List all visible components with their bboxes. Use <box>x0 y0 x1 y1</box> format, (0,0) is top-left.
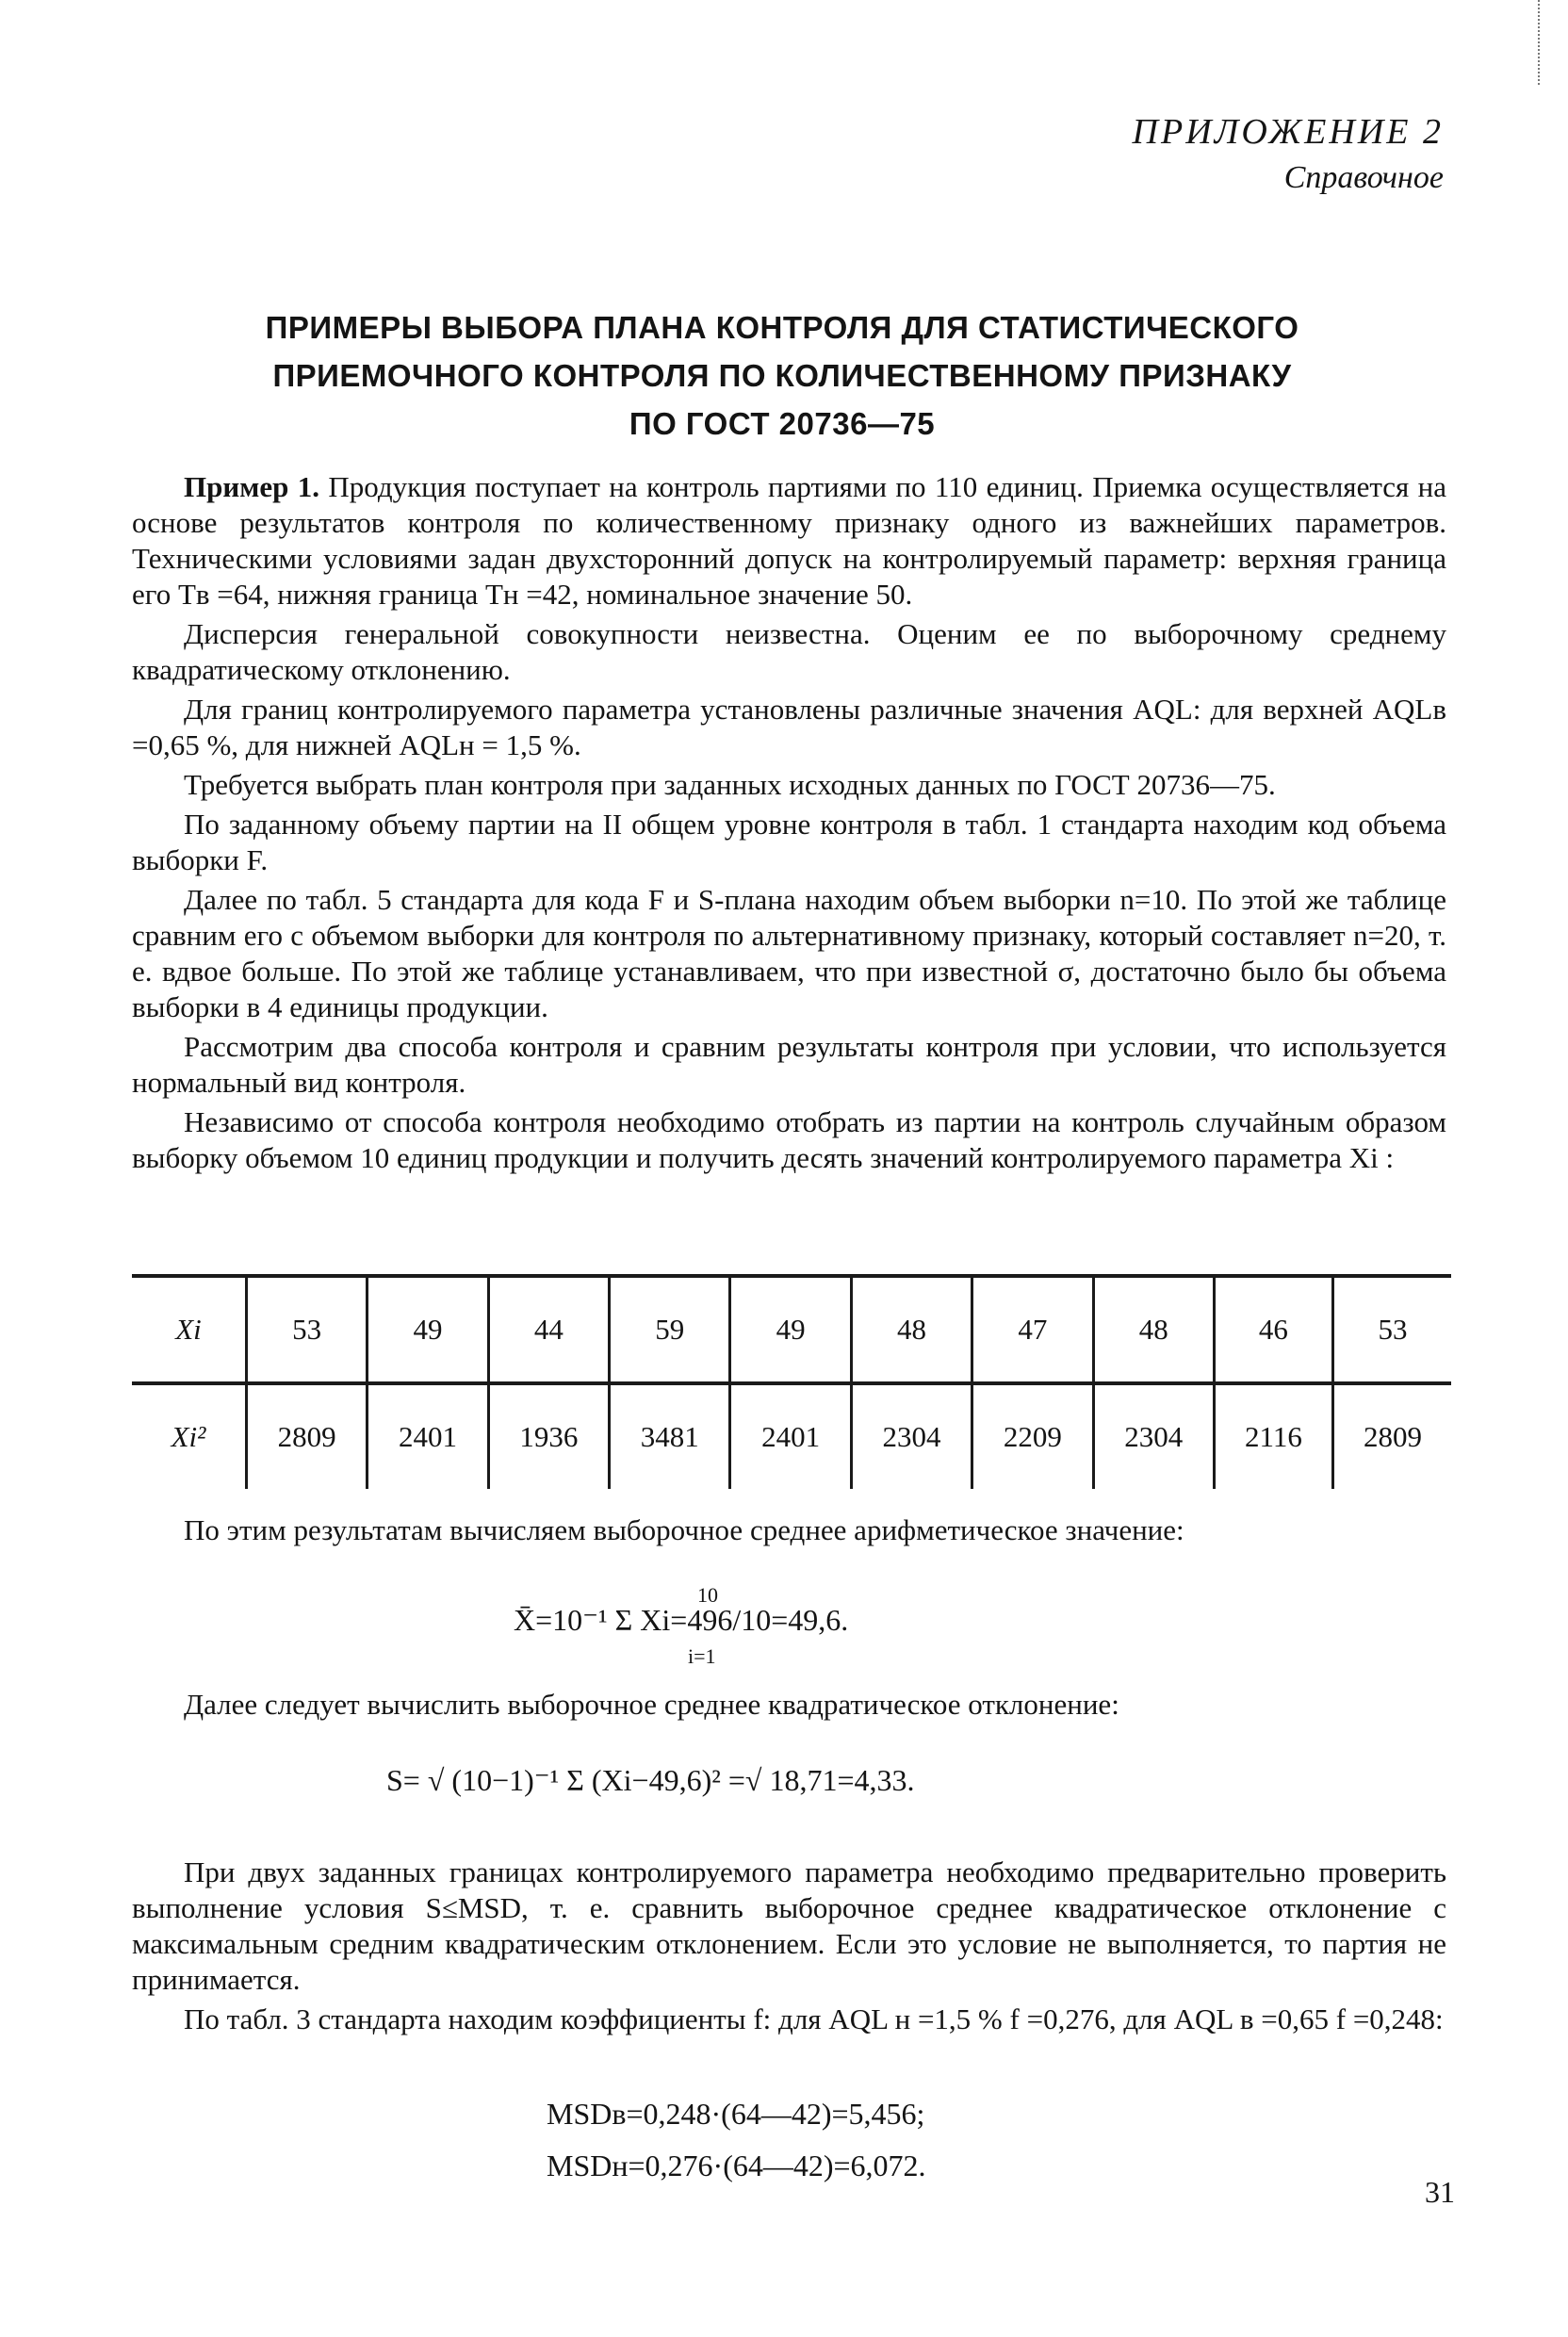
table-cell: 2304 <box>1093 1383 1214 1489</box>
body-text-top <box>132 469 1446 1180</box>
section-title <box>217 303 1348 448</box>
paragraph-example-1 <box>132 469 1446 613</box>
table-cell: 2116 <box>1214 1383 1332 1489</box>
table-cell: 53 <box>247 1276 368 1383</box>
table-cell: 2304 <box>851 1383 972 1489</box>
table-cell: 48 <box>851 1276 972 1383</box>
table-cell: 47 <box>972 1276 1093 1383</box>
mean-formula: X̄=10⁻¹ Σ Xi=496/10=49,6. <box>514 1603 849 1637</box>
row-label-xi: Xi <box>132 1276 247 1383</box>
paragraph-10: Далее следует вычислить выборочное среднее квадратическое отклонение: <box>184 1688 1119 1721</box>
table-cell: 2809 <box>247 1383 368 1489</box>
table-cell: 53 <box>1332 1276 1451 1383</box>
paragraph-5: По заданному объему партии на II общем уровне контроля в табл. 1 стандарта находим код объема выборки F. <box>132 808 1446 876</box>
table-row-xi <box>132 1276 1451 1383</box>
margin-mark <box>1538 0 1542 85</box>
table-cell: 1936 <box>488 1383 609 1489</box>
body-text-mean <box>132 1512 1446 1552</box>
body-text-sd <box>132 1687 1446 1726</box>
msd-upper-formula: MSDв=0,248·(64—42)=5,456; <box>547 2097 925 2131</box>
title-line-1: ПРИМЕРЫ ВЫБОРА ПЛАНА КОНТРОЛЯ ДЛЯ СТАТИСТИЧЕСКОГО <box>265 310 1299 345</box>
values-table <box>132 1274 1451 1489</box>
title-line-3: ПО ГОСТ 20736—75 <box>629 406 936 441</box>
page-number: 31 <box>1425 2175 1455 2209</box>
table-cell: 59 <box>610 1276 730 1383</box>
table-cell: 3481 <box>610 1383 730 1489</box>
mean-sum-lower: i=1 <box>688 1644 716 1668</box>
table-cell: 49 <box>368 1276 488 1383</box>
paragraph-8: Независимо от способа контроля необходимо отобрать из партии на контроль случайным образом выборку объемом 10 единиц продукции и получить десять значений контролируемого параметра Xi : <box>132 1105 1446 1174</box>
table-cell: 46 <box>1214 1276 1332 1383</box>
table-cell: 2209 <box>972 1383 1093 1489</box>
table-cell: 2401 <box>368 1383 488 1489</box>
table-cell: 49 <box>730 1276 851 1383</box>
paragraph-7: Рассмотрим два способа контроля и сравним результаты контроля при условии, что используется нормальный вид контроля. <box>132 1030 1446 1099</box>
paragraph-12: По табл. 3 стандарта находим коэффициенты f: для AQL н =1,5 % f =0,276, для AQL в =0,65 f =0,248: <box>184 2002 1444 2035</box>
sd-formula: S= √ (10−1)⁻¹ Σ (Xi−49,6)² =√ 18,71=4,33. <box>386 1763 915 1797</box>
paragraph-2: Дисперсия генеральной совокупности неизвестна. Оценим ее по выборочному среднему квадратическому отклонению. <box>132 617 1446 686</box>
paragraph-11: При двух заданных границах контролируемого параметра необходимо предварительно проверить выполнение условия S≤MSD, т. е. сравнить выборочное среднее квадратическое отклонение с максимальным средним квадратическим отклонением. Если это условие не выполняется, то партия не принимается. <box>132 1855 1446 1996</box>
msd-lower-formula: MSDн=0,276·(64—42)=6,072. <box>547 2149 926 2182</box>
appendix-header <box>1133 111 1444 196</box>
paragraph-1-text: Продукция поступает на контроль партиями по 110 единиц. Приемка осуществляется на основе результатов контроля по количественному признаку одного из важнейших параметров. Техническими условиями задан двухсторонний допуск на контролируемый параметр: верхняя граница его Tв =64, нижняя граница Tн =42, номинальное значение 50. <box>132 470 1446 611</box>
paragraph-4: Требуется выбрать план контроля при заданных исходных данных по ГОСТ 20736—75. <box>184 768 1276 801</box>
row-label-xi2: Xi² <box>132 1383 247 1489</box>
paragraph-9: По этим результатам вычисляем выборочное среднее арифметическое значение: <box>184 1513 1184 1546</box>
paragraph-3: Для границ контролируемого параметра установлены различные значения AQL: для верхней AQLв =0,65 %, для нижней AQLн = 1,5 %. <box>132 693 1446 761</box>
table-cell: 2809 <box>1363 1420 1422 1453</box>
appendix-sublabel: Справочное <box>1283 160 1444 195</box>
example-lead: Пример 1. <box>184 470 319 503</box>
paragraph-6: Далее по табл. 5 стандарта для кода F и S-плана находим объем выборки n=10. По этой же таблице сравним его с объемом выборки для контроля по альтернативному признаку, который составляет n=20, т. е. вдвое больше. По этой же таблице устанавливаем, что при известной σ, достаточно было бы объема выборки в 4 единицы продукции. <box>132 883 1446 1023</box>
table-cell: 44 <box>488 1276 609 1383</box>
appendix-label: ПРИЛОЖЕНИЕ 2 <box>1132 112 1444 152</box>
body-text-bottom <box>132 1855 1446 2041</box>
table-cell: 2401 <box>730 1383 851 1489</box>
mean-sum-upper: 10 <box>697 1583 718 1607</box>
title-line-2: ПРИЕМОЧНОГО КОНТРОЛЯ ПО КОЛИЧЕСТВЕННОМУ ПРИЗНАКУ <box>272 358 1292 393</box>
table-cell: 48 <box>1093 1276 1214 1383</box>
table-row-xi2 <box>132 1383 1451 1489</box>
